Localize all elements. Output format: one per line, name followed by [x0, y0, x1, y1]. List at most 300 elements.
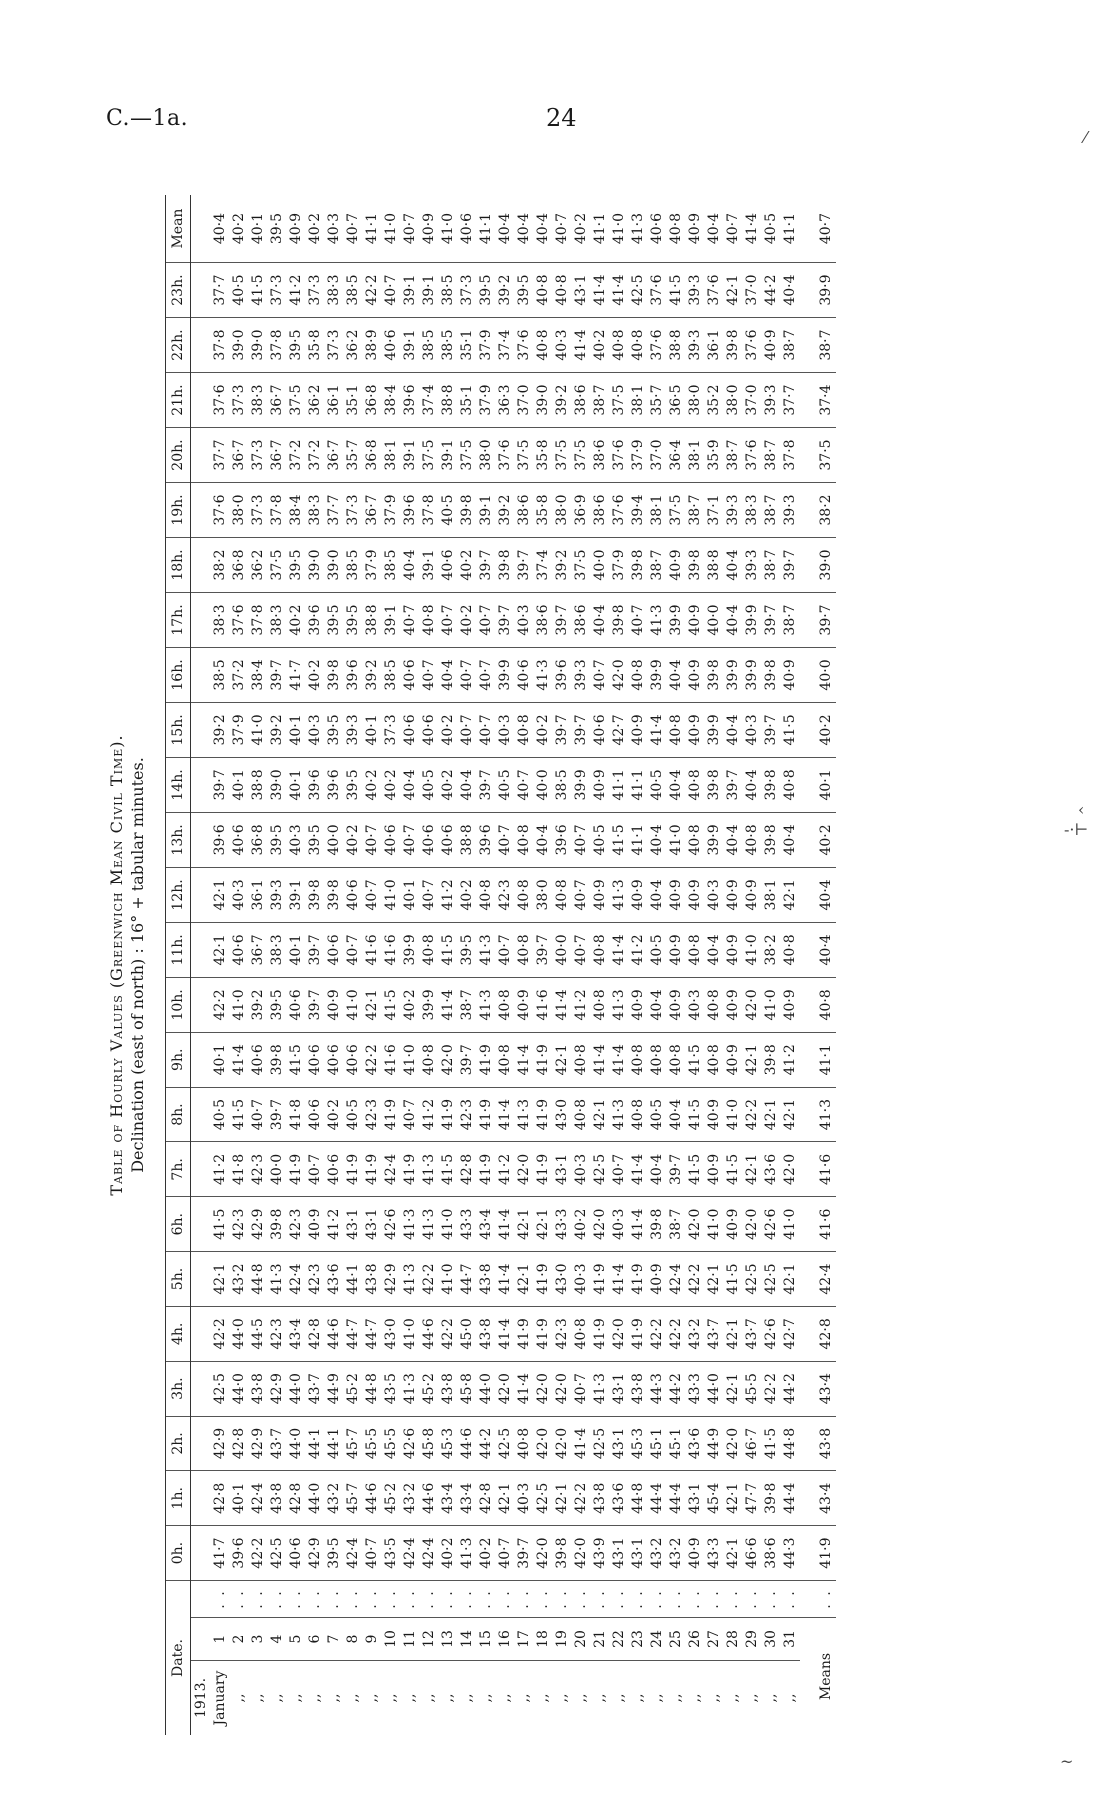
value-cell: 41·9: [629, 1252, 648, 1307]
value-cell: 36·2: [306, 373, 325, 428]
scan-mark: ~: [1060, 1752, 1074, 1771]
value-cell: 40·9: [781, 647, 800, 702]
value-cell: 37·6: [705, 263, 724, 318]
value-cell: 42·9: [249, 1197, 268, 1252]
month-cell: ,,: [535, 1693, 551, 1703]
value-cell: 41·1: [363, 195, 382, 263]
value-cell: 45·1: [667, 1416, 686, 1471]
value-cell: 40·8: [686, 922, 705, 977]
value-cell: 44·6: [363, 1471, 382, 1526]
value-cell: 41·9: [534, 1087, 553, 1142]
value-cell: 40·9: [724, 977, 743, 1032]
value-cell: 42·1: [781, 1252, 800, 1307]
table-row: [439, 195, 458, 1735]
value-cell: 39·7: [458, 1032, 477, 1087]
value-cell: 37·9: [477, 318, 496, 373]
value-cell: 37·9: [477, 373, 496, 428]
value-cell: 42·5: [534, 1471, 553, 1526]
value-cell: 38·3: [211, 593, 230, 648]
value-cell: 40·6: [420, 702, 439, 757]
table-row: [458, 195, 477, 1735]
value-cell: 40·8: [667, 702, 686, 757]
value-cell: 40·2: [458, 538, 477, 593]
value-cell: 41·5: [211, 1197, 230, 1252]
value-cell: 39·5: [268, 977, 287, 1032]
value-cell: 40·8: [667, 195, 686, 263]
value-cell: 42·0: [591, 1197, 610, 1252]
value-cell: 45·2: [382, 1471, 401, 1526]
value-cell: 38·7: [762, 538, 781, 593]
leader-dots: . .: [344, 1581, 363, 1618]
value-cell: 35·1: [344, 373, 363, 428]
value-cell: 35·7: [648, 373, 667, 428]
value-cell: 41·4: [553, 977, 572, 1032]
month-cell: ,,: [326, 1693, 342, 1703]
value-cell: 41·6: [363, 922, 382, 977]
value-cell: 42·2: [363, 1032, 382, 1087]
value-cell: 41·9: [439, 1087, 458, 1142]
value-cell: 39·8: [496, 538, 515, 593]
value-cell: 41·1: [591, 195, 610, 263]
value-cell: 43·8: [249, 1361, 268, 1416]
day-cell: 15: [477, 1618, 496, 1661]
value-cell: 42·5: [591, 1142, 610, 1197]
value-cell: 39·6: [553, 647, 572, 702]
value-cell: 40·6: [230, 922, 249, 977]
value-cell: 41·1: [781, 195, 800, 263]
value-cell: 40·8: [629, 1087, 648, 1142]
value-cell: 43·3: [686, 1361, 705, 1416]
column-header: 19h.: [166, 483, 191, 538]
value-cell: 39·2: [496, 483, 515, 538]
value-cell: 38·3: [743, 483, 762, 538]
value-cell: 40·4: [743, 757, 762, 812]
value-cell: 45·2: [420, 1361, 439, 1416]
value-cell: 41·9: [477, 1032, 496, 1087]
value-cell: 39·8: [648, 1197, 667, 1252]
value-cell: 38·6: [591, 483, 610, 538]
month-cell: ,,: [687, 1693, 703, 1703]
value-cell: 40·7: [496, 922, 515, 977]
value-cell: 41·4: [515, 1032, 534, 1087]
value-cell: 44·4: [667, 1471, 686, 1526]
value-cell: 41·2: [211, 1142, 230, 1197]
table-row: [230, 195, 249, 1735]
value-cell: 38·8: [439, 373, 458, 428]
value-cell: 40·3: [686, 977, 705, 1032]
value-cell: 41·0: [382, 195, 401, 263]
value-cell: 39·9: [420, 977, 439, 1032]
value-cell: 43·6: [762, 1142, 781, 1197]
header-row: [166, 195, 191, 1735]
value-cell: 38·0: [477, 428, 496, 483]
table-row: [325, 195, 344, 1735]
day-cell: 11: [401, 1618, 420, 1661]
value-cell: 42·4: [287, 1252, 306, 1307]
leader-dots: . .: [800, 1581, 836, 1618]
column-header: 13h.: [166, 812, 191, 867]
table-row: [667, 195, 686, 1735]
value-cell: 38·7: [648, 538, 667, 593]
value-cell: 39·7: [515, 538, 534, 593]
value-cell: 42·9: [268, 1361, 287, 1416]
value-cell: 37·2: [230, 647, 249, 702]
table-row: [382, 195, 401, 1735]
value-cell: 41·3: [610, 977, 629, 1032]
mean-value-cell: 40·1: [800, 757, 836, 812]
value-cell: 38·3: [325, 263, 344, 318]
value-cell: 42·5: [268, 1526, 287, 1581]
mean-value-cell: 43·4: [800, 1471, 836, 1526]
value-cell: 37·5: [553, 428, 572, 483]
value-cell: 40·7: [458, 647, 477, 702]
value-cell: 40·4: [705, 922, 724, 977]
value-cell: 42·2: [420, 1252, 439, 1307]
value-cell: 45·8: [458, 1361, 477, 1416]
value-cell: 40·8: [648, 1032, 667, 1087]
value-cell: 40·1: [287, 922, 306, 977]
value-cell: 40·6: [325, 1142, 344, 1197]
value-cell: 40·4: [667, 647, 686, 702]
month-cell: ,,: [744, 1693, 760, 1703]
value-cell: 41·2: [629, 922, 648, 977]
day-cell: 10: [382, 1618, 401, 1661]
value-cell: 40·2: [382, 757, 401, 812]
value-cell: 40·0: [325, 812, 344, 867]
value-cell: 43·7: [268, 1416, 287, 1471]
value-cell: 43·3: [458, 1197, 477, 1252]
value-cell: 37·9: [629, 428, 648, 483]
value-cell: 36·8: [230, 538, 249, 593]
value-cell: 41·0: [705, 1197, 724, 1252]
mean-value-cell: 41·1: [800, 1032, 836, 1087]
value-cell: 42·3: [363, 1087, 382, 1142]
value-cell: 40·7: [572, 867, 591, 922]
value-cell: 43·8: [268, 1471, 287, 1526]
value-cell: 37·6: [743, 318, 762, 373]
mean-value-cell: 37·5: [800, 428, 836, 483]
value-cell: 42·8: [230, 1416, 249, 1471]
value-cell: 40·9: [686, 593, 705, 648]
value-cell: 37·8: [781, 428, 800, 483]
value-cell: 41·3: [420, 1197, 439, 1252]
value-cell: 42·1: [534, 1197, 553, 1252]
value-cell: 37·4: [496, 318, 515, 373]
value-cell: 40·9: [515, 977, 534, 1032]
value-cell: 37·9: [230, 702, 249, 757]
value-cell: 44·9: [705, 1416, 724, 1471]
value-cell: 41·4: [496, 1252, 515, 1307]
column-header: 5h.: [166, 1252, 191, 1307]
day-cell: 14: [458, 1618, 477, 1661]
value-cell: 38·3: [249, 373, 268, 428]
value-cell: 42·2: [686, 1252, 705, 1307]
value-cell: 46·6: [743, 1526, 762, 1581]
value-cell: 44·3: [648, 1361, 667, 1416]
column-header: 12h.: [166, 867, 191, 922]
value-cell: 39·2: [553, 373, 572, 428]
value-cell: 40·5: [230, 263, 249, 318]
value-cell: 47·7: [743, 1471, 762, 1526]
value-cell: 40·3: [287, 812, 306, 867]
value-cell: 41·9: [382, 1087, 401, 1142]
value-cell: 41·2: [572, 977, 591, 1032]
value-cell: 40·8: [743, 812, 762, 867]
value-cell: 39·7: [553, 593, 572, 648]
value-cell: 40·3: [515, 1471, 534, 1526]
value-cell: 39·8: [610, 593, 629, 648]
value-cell: 40·7: [610, 1142, 629, 1197]
leader-dots: . .: [325, 1581, 344, 1618]
leader-dots: . .: [743, 1581, 762, 1618]
value-cell: 39·8: [762, 812, 781, 867]
value-cell: 39·2: [553, 538, 572, 593]
value-cell: 40·5: [496, 757, 515, 812]
value-cell: 40·7: [553, 195, 572, 263]
value-cell: 38·2: [762, 922, 781, 977]
value-cell: 44·8: [249, 1252, 268, 1307]
table-row: [724, 195, 743, 1735]
column-header: 8h.: [166, 1087, 191, 1142]
value-cell: 39·1: [287, 867, 306, 922]
value-cell: 42·0: [439, 1032, 458, 1087]
value-cell: 41·0: [382, 867, 401, 922]
value-cell: 40·9: [667, 867, 686, 922]
value-cell: 41·2: [496, 1142, 515, 1197]
value-cell: 41·9: [477, 1142, 496, 1197]
mean-value-cell: 42·8: [800, 1306, 836, 1361]
mean-value-cell: 40·4: [800, 922, 836, 977]
value-cell: 42·5: [591, 1416, 610, 1471]
value-cell: 35·9: [705, 428, 724, 483]
value-cell: 37·6: [610, 428, 629, 483]
value-cell: 41·1: [477, 195, 496, 263]
value-cell: 39·9: [705, 702, 724, 757]
leader-dots: . .: [762, 1581, 781, 1618]
value-cell: 41·4: [610, 1032, 629, 1087]
value-cell: 40·5: [591, 812, 610, 867]
value-cell: 44·2: [667, 1361, 686, 1416]
leader-dots: . .: [667, 1581, 686, 1618]
value-cell: 37·4: [420, 373, 439, 428]
value-cell: 37·3: [249, 483, 268, 538]
column-header: 15h.: [166, 702, 191, 757]
value-cell: 38·5: [344, 263, 363, 318]
value-cell: 38·5: [382, 538, 401, 593]
value-cell: 46·7: [743, 1416, 762, 1471]
day-cell: 17: [515, 1618, 534, 1661]
value-cell: 35·1: [458, 373, 477, 428]
value-cell: 39·8: [268, 1032, 287, 1087]
value-cell: 43·1: [553, 1142, 572, 1197]
month-cell: ,,: [630, 1693, 646, 1703]
value-cell: 40·9: [306, 1197, 325, 1252]
value-cell: 43·2: [648, 1526, 667, 1581]
value-cell: 41·5: [667, 263, 686, 318]
value-cell: 39·0: [306, 538, 325, 593]
value-cell: 40·6: [515, 647, 534, 702]
value-cell: 41·4: [572, 1416, 591, 1471]
value-cell: 42·1: [211, 1252, 230, 1307]
value-cell: 43·3: [705, 1526, 724, 1581]
value-cell: 41·9: [534, 1142, 553, 1197]
month-cell: ,,: [307, 1693, 323, 1703]
means-row: [800, 195, 836, 1735]
column-header: 0h.: [166, 1526, 191, 1581]
value-cell: 39·0: [534, 373, 553, 428]
value-cell: 37·8: [420, 483, 439, 538]
day-cell: 4: [268, 1618, 287, 1661]
value-cell: 40·9: [781, 977, 800, 1032]
value-cell: 38·7: [686, 483, 705, 538]
value-cell: 40·7: [515, 757, 534, 812]
value-cell: 41·6: [534, 977, 553, 1032]
month-cell: ,,: [725, 1693, 741, 1703]
value-cell: 37·8: [249, 593, 268, 648]
table-body: [191, 195, 837, 1735]
value-cell: 41·4: [515, 1361, 534, 1416]
column-header: 2h.: [166, 1416, 191, 1471]
value-cell: 39·3: [686, 318, 705, 373]
value-cell: 42·2: [211, 1306, 230, 1361]
value-cell: 39·0: [230, 318, 249, 373]
value-cell: 40·6: [439, 538, 458, 593]
value-cell: 39·1: [401, 428, 420, 483]
value-cell: 40·7: [420, 647, 439, 702]
value-cell: 38·0: [230, 483, 249, 538]
table-row: [306, 195, 325, 1735]
value-cell: 40·8: [686, 757, 705, 812]
value-cell: 41·5: [439, 922, 458, 977]
value-cell: 39·3: [686, 263, 705, 318]
scan-mark: -·⊢: [1064, 820, 1089, 839]
value-cell: 41·0: [610, 195, 629, 263]
mean-value-cell: 38·2: [800, 483, 836, 538]
month-cell: ,,: [402, 1693, 418, 1703]
value-cell: 40·6: [306, 1087, 325, 1142]
value-cell: 39·3: [344, 702, 363, 757]
value-cell: 37·6: [515, 318, 534, 373]
mean-value-cell: 41·6: [800, 1197, 836, 1252]
value-cell: 41·3: [401, 1361, 420, 1416]
value-cell: 40·8: [572, 1306, 591, 1361]
value-cell: 39·8: [705, 647, 724, 702]
value-cell: 41·4: [591, 1032, 610, 1087]
value-cell: 41·4: [610, 922, 629, 977]
value-cell: 42·4: [401, 1526, 420, 1581]
value-cell: 42·1: [762, 1087, 781, 1142]
value-cell: 44·1: [306, 1416, 325, 1471]
leader-dots: . .: [306, 1581, 325, 1618]
value-cell: 39·8: [762, 1032, 781, 1087]
value-cell: 38·1: [629, 373, 648, 428]
value-cell: 42·1: [591, 1087, 610, 1142]
value-cell: 39·8: [762, 757, 781, 812]
value-cell: 40·9: [629, 702, 648, 757]
value-cell: 38·0: [534, 867, 553, 922]
value-cell: 40·0: [534, 757, 553, 812]
value-cell: 45·8: [420, 1416, 439, 1471]
value-cell: 42·9: [306, 1526, 325, 1581]
mean-value-cell: 43·8: [800, 1416, 836, 1471]
value-cell: 42·1: [724, 1306, 743, 1361]
value-cell: 40·9: [629, 977, 648, 1032]
value-cell: 39·8: [325, 647, 344, 702]
value-cell: 35·8: [306, 318, 325, 373]
value-cell: 43·2: [401, 1471, 420, 1526]
value-cell: 40·7: [591, 647, 610, 702]
value-cell: 37·3: [230, 373, 249, 428]
value-cell: 39·7: [762, 593, 781, 648]
value-cell: 36·7: [268, 428, 287, 483]
value-cell: 39·9: [496, 647, 515, 702]
value-cell: 41·3: [477, 977, 496, 1032]
day-cell: 3: [249, 1618, 268, 1661]
value-cell: 40·9: [667, 977, 686, 1032]
value-cell: 40·5: [439, 483, 458, 538]
month-cell: January: [212, 1670, 228, 1726]
value-cell: 39·1: [420, 538, 439, 593]
day-cell: 23: [629, 1618, 648, 1661]
value-cell: 41·3: [420, 1142, 439, 1197]
value-cell: 40·3: [610, 1197, 629, 1252]
value-cell: 41·9: [515, 1306, 534, 1361]
month-cell: ,,: [231, 1693, 247, 1703]
hourly-values-table: [165, 195, 836, 1735]
mean-value-cell: 41·9: [800, 1526, 836, 1581]
value-cell: 36·2: [249, 538, 268, 593]
value-cell: 42·5: [762, 1252, 781, 1307]
value-cell: 36·8: [363, 373, 382, 428]
month-cell: ,,: [706, 1693, 722, 1703]
value-cell: 42·4: [667, 1252, 686, 1307]
table-row: [534, 195, 553, 1735]
value-cell: 37·7: [781, 373, 800, 428]
value-cell: 39·7: [306, 977, 325, 1032]
value-cell: 41·0: [439, 1197, 458, 1252]
value-cell: 40·8: [420, 593, 439, 648]
mean-value-cell: 40·4: [800, 867, 836, 922]
value-cell: 40·4: [534, 812, 553, 867]
value-cell: 42·4: [344, 1526, 363, 1581]
column-header: 20h.: [166, 428, 191, 483]
value-cell: 38·6: [515, 483, 534, 538]
value-cell: 44·7: [344, 1306, 363, 1361]
value-cell: 38·5: [553, 757, 572, 812]
value-cell: 40·9: [724, 1032, 743, 1087]
value-cell: 40·4: [667, 1087, 686, 1142]
value-cell: 37·9: [363, 538, 382, 593]
value-cell: 42·3: [458, 1087, 477, 1142]
value-cell: 42·1: [496, 1471, 515, 1526]
value-cell: 45·3: [439, 1416, 458, 1471]
value-cell: 43·2: [325, 1471, 344, 1526]
value-cell: 44·3: [781, 1526, 800, 1581]
value-cell: 41·1: [610, 757, 629, 812]
value-cell: 40·0: [705, 593, 724, 648]
value-cell: 40·6: [401, 647, 420, 702]
column-header: 21h.: [166, 373, 191, 428]
value-cell: 42·0: [610, 647, 629, 702]
value-cell: 41·2: [439, 867, 458, 922]
value-cell: 40·3: [572, 1252, 591, 1307]
value-cell: 38·4: [382, 373, 401, 428]
value-cell: 37·9: [382, 483, 401, 538]
scan-mark: ‹: [1078, 800, 1085, 819]
value-cell: 39·2: [211, 702, 230, 757]
mean-value-cell: 40·2: [800, 812, 836, 867]
value-cell: 42·6: [401, 1416, 420, 1471]
